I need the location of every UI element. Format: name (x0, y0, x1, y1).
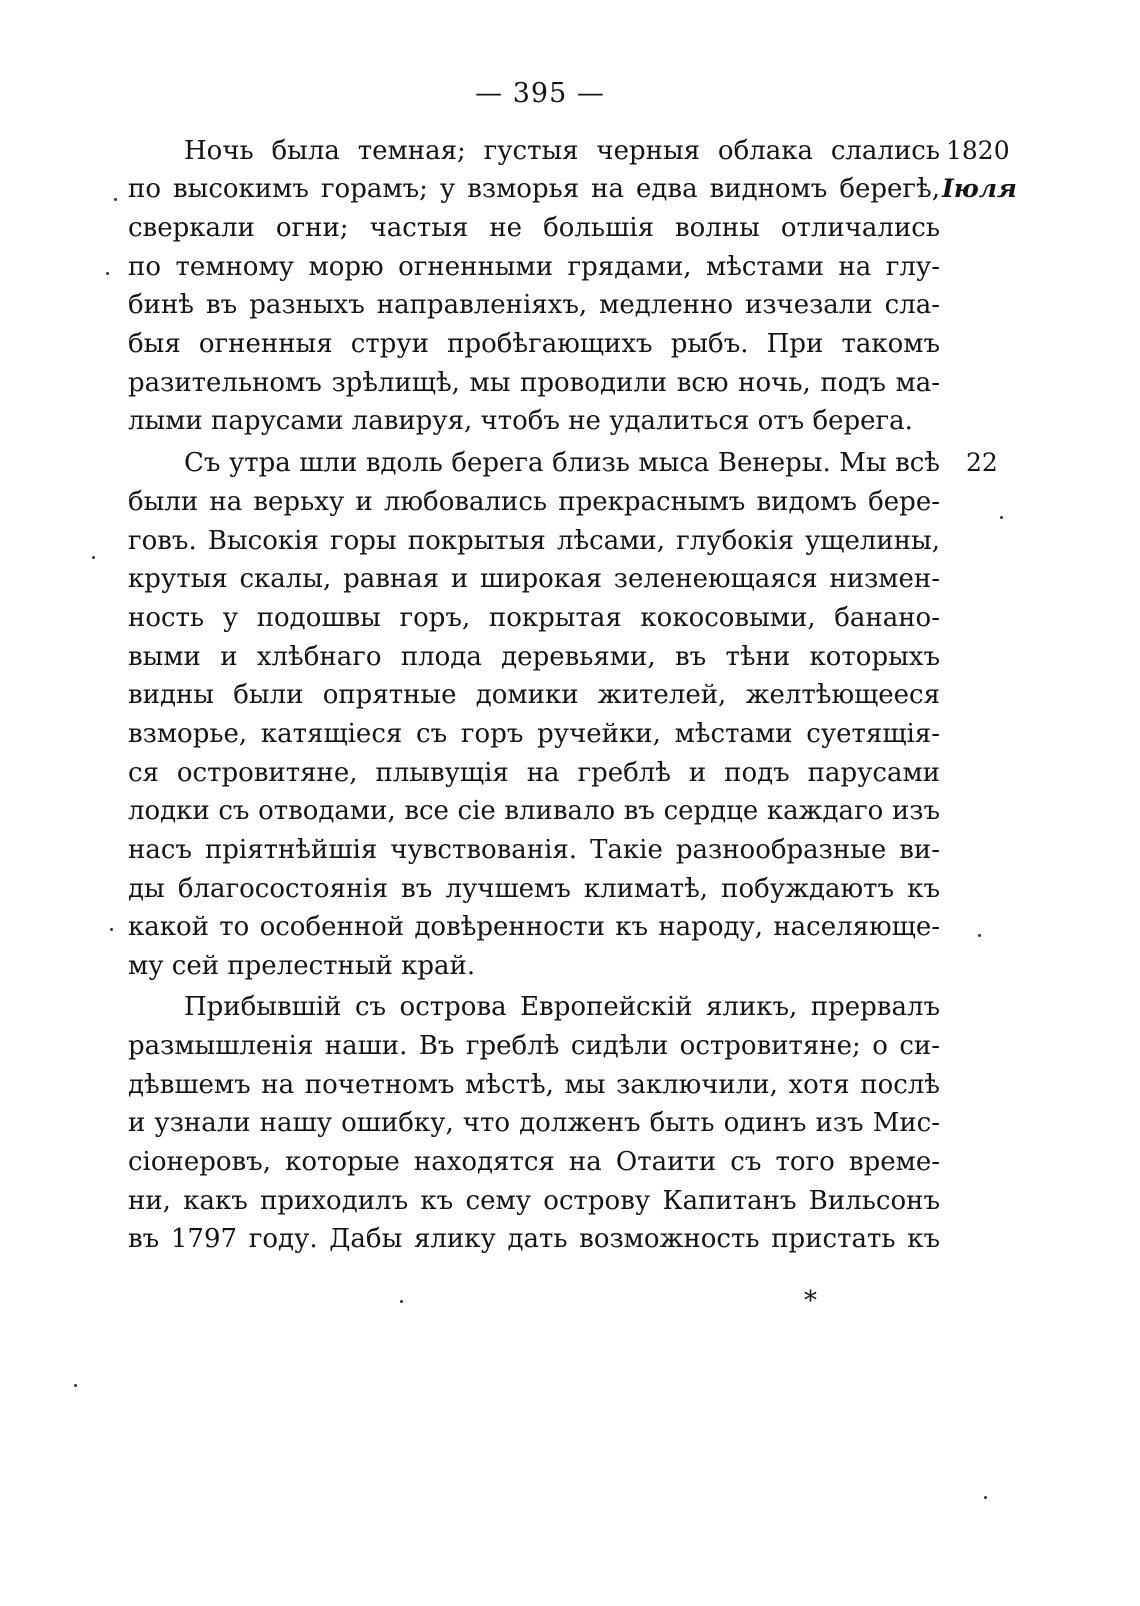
text-line: ность у подошвы горъ, покрытая кокосовыми, банано- (128, 603, 940, 633)
text-line: лодки съ отводами, все сіе вливало въ сердце каждаго изъ (128, 796, 940, 826)
text-line: были на верьху и любовались прекраснымъ видомъ бере- (128, 487, 940, 517)
text-line: ни, какъ приходилъ къ сему острову Капитанъ Вильсонъ (128, 1186, 940, 1216)
scan-speck (400, 1300, 403, 1303)
text-line: взморье, катящіеся съ горъ ручейки, мѣстами суетящія- (128, 719, 940, 749)
text-line: му сей прелестный край. (128, 951, 476, 981)
text-line: дѣвшемъ на почетномъ мѣстѣ, мы заключили, хотя послѣ (128, 1070, 940, 1100)
text-line: лыми парусами лавируя, чтобъ не удалиться отъ берега. (128, 406, 913, 436)
scan-speck (114, 198, 117, 201)
text-line: крутыя скалы, равная и широкая зеленеющаяся низмен- (128, 564, 940, 594)
margin-note-year: 1820 (946, 136, 1010, 165)
scan-speck (110, 928, 113, 931)
scan-speck (92, 556, 95, 559)
text-line: разительномъ зрѣлищѣ, мы проводили всю ночь, подъ ма- (128, 368, 940, 398)
scan-speck (978, 934, 981, 937)
text-line: ды благосостоянія въ лучшемъ климатѣ, побуждаютъ къ (128, 874, 940, 904)
text-line: какой то особенной довѣренности къ народу, населяюще- (128, 912, 940, 942)
text-line: ся островитяне, плывущія на греблѣ и подъ парусами (128, 758, 940, 788)
text-line: въ 1797 году. Дабы ялику дать возможность пристать къ (128, 1224, 940, 1254)
text-line: Съ утра шли вдоль берега близь мыса Венеры. Мы всѣ (184, 448, 940, 478)
scan-speck (984, 1496, 987, 1499)
scan-speck (1000, 516, 1003, 519)
margin-note-day: 22 (966, 448, 998, 477)
scan-speck (106, 272, 109, 275)
text-line: бинѣ въ разныхъ направленіяхъ, медленно изчезали сла- (128, 290, 940, 320)
text-line: говъ. Высокія горы покрытыя лѣсами, глубокія ущелины, (128, 526, 940, 556)
text-line: по высокимъ горамъ; у взморья на едва видномъ берегѣ, (128, 174, 940, 204)
text-line: выми и хлѣбнаго плода деревьями, въ тѣни которыхъ (128, 642, 940, 672)
text-line: сіонеровъ, которые находятся на Отаити съ того време- (128, 1147, 940, 1177)
text-line: сверкали огни; частыя не большія волны отличались (128, 213, 940, 243)
text-line: Прибывшій съ острова Европейскій яликъ, прервалъ (184, 992, 940, 1022)
text-line: по темному морю огненными грядами, мѣстами на глу- (128, 252, 940, 282)
text-line: размышленія наши. Въ греблѣ сидѣли островитяне; о си- (128, 1031, 940, 1061)
text-line: Ночь была темная; густыя черныя облака слались (184, 136, 940, 166)
signature-mark: * (804, 1286, 817, 1316)
text-line: видны были опрятные домики жителей, желтѣющееся (128, 680, 940, 710)
text-line: быя огненныя струи пробѣгающихъ рыбъ. При такомъ (128, 329, 940, 359)
margin-note-month: Іюля (942, 174, 1017, 203)
text-line: насъ пріятнѣйшія чувствованія. Такіе разнообразные ви- (128, 835, 940, 865)
page-number: — 395 — (475, 78, 605, 109)
text-line: и узнали нашу ошибку, что долженъ быть одинъ изъ Мис- (128, 1108, 940, 1138)
scan-speck (74, 1384, 77, 1387)
